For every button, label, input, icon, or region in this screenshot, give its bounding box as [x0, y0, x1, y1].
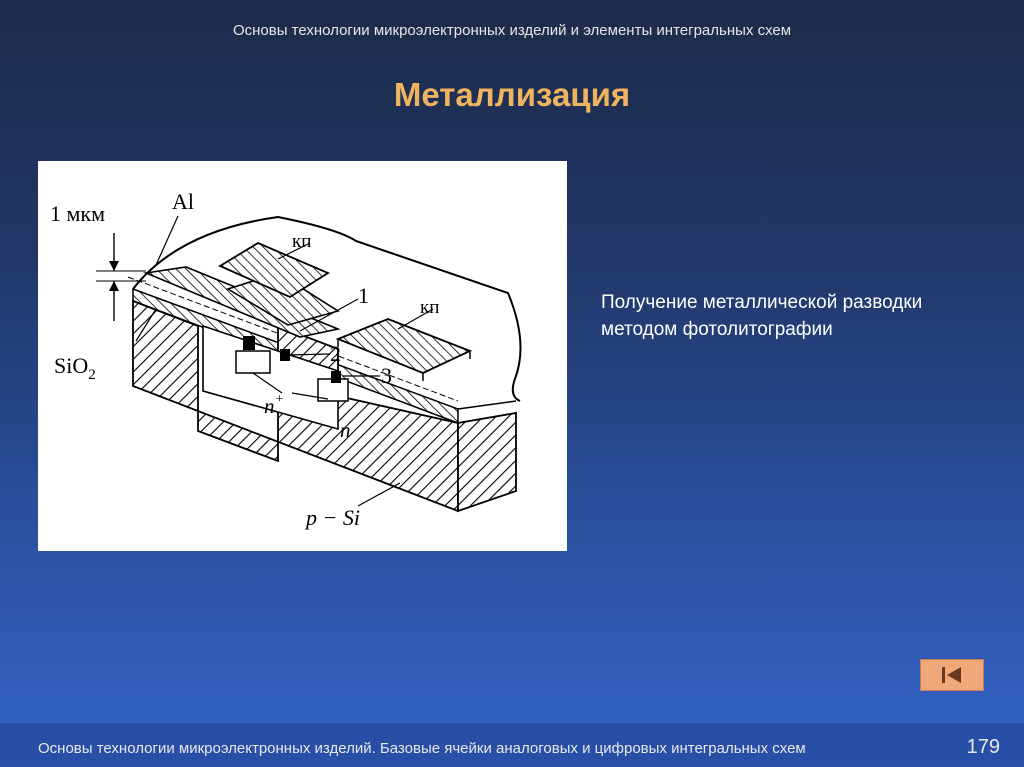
n-plus-left [236, 351, 270, 373]
footer-text: Основы технологии микроэлектронных изделий. Базовые ячейки аналоговых и цифровых интегральных схем [38, 740, 806, 757]
label-1: 1 [358, 283, 369, 308]
thickness-label: 1 мкм [50, 201, 106, 226]
contact-1 [243, 336, 255, 350]
slide-title: Металлизация [393, 76, 631, 113]
description-line-1: Получение металлической разводки [601, 292, 923, 313]
kp-left-label: кп [292, 231, 312, 252]
header-subtitle: Основы технологии микроэлектронных изделий и элементы интегральных схем [232, 22, 792, 39]
n-label: n [340, 418, 351, 442]
first-slide-button[interactable] [920, 659, 984, 691]
metallization-diagram [38, 161, 567, 551]
contact-pad-right [338, 319, 470, 373]
p-si-label: p − Si [306, 505, 360, 530]
label-2: 2 [330, 341, 341, 366]
page-number: 179 [966, 736, 1000, 758]
sio2-label: SiO$_2$ [54, 353, 96, 383]
first-page-icon [921, 660, 983, 690]
description-line-2: методом фотолитографии [601, 319, 833, 340]
substrate-right [458, 413, 516, 511]
kp-right-label: кп [420, 297, 440, 318]
description [601, 289, 1011, 343]
label-3: 3 [381, 363, 392, 388]
contact-3 [331, 371, 341, 383]
metallization-figure [38, 161, 567, 551]
al-label: Al [172, 189, 194, 214]
n-plus-label: n+ [264, 392, 284, 418]
